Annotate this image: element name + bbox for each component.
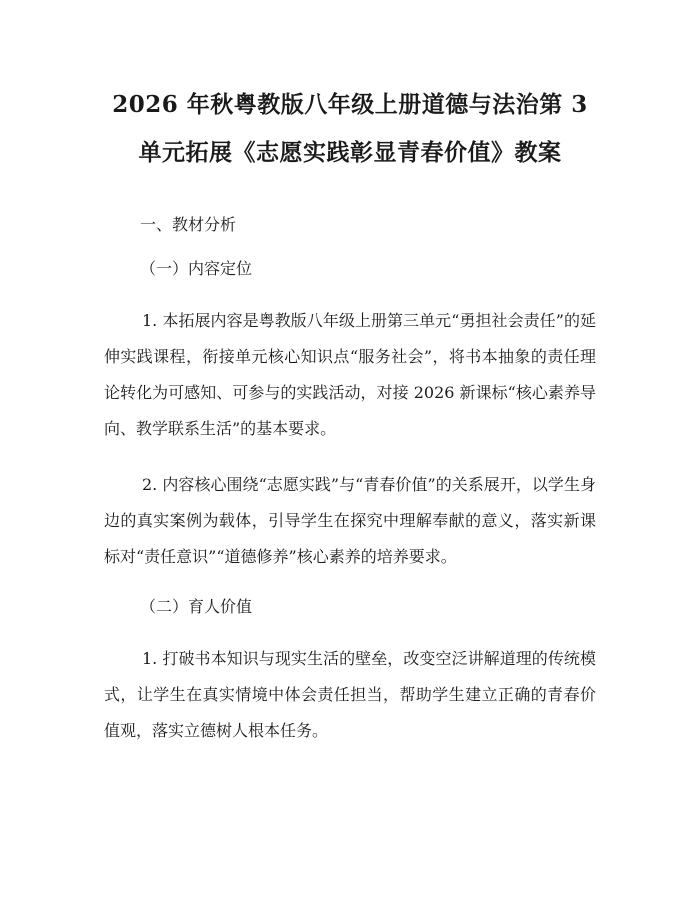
subsection-heading-educational-value: （二）育人价值	[140, 597, 253, 616]
section-heading-textbook-analysis: 一、教材分析	[140, 215, 237, 234]
paragraph-educational-value-1: 1. 打破书本知识与现实生活的壁垒，改变空泛讲解道理的传统模式，让学生在真实情境中体会责任担当，帮助学生建立正确的青春价值观，落实立德树人根本任务。	[104, 649, 596, 740]
subsection-heading-content-positioning: （一）内容定位	[140, 259, 253, 278]
document-title	[96, 81, 604, 177]
title-line-1: 2026 年秋粤教版八年级上册道德与法治第 3	[112, 91, 588, 118]
paragraph-content-positioning-1: 1. 本拓展内容是粤教版八年级上册第三单元“勇担社会责任”的延伸实践课程，衔接单元核心知识点“服务社会”，将书本抽象的责任理论转化为可感知、可参与的实践活动，对接 2026 新课标“核心素养导向、教学联系生活”的基本要求。	[104, 311, 596, 438]
title-line-2: 单元拓展《志愿实践彰显青春价值》教案	[138, 139, 562, 166]
paragraph-content-positioning-2: 2. 内容核心围绕“志愿实践”与“青春价值”的关系展开，以学生身边的真实案例为载体，引导学生在探究中理解奉献的意义，落实新课标对“责任意识”“道德修养”核心素养的培养要求。	[104, 475, 596, 566]
